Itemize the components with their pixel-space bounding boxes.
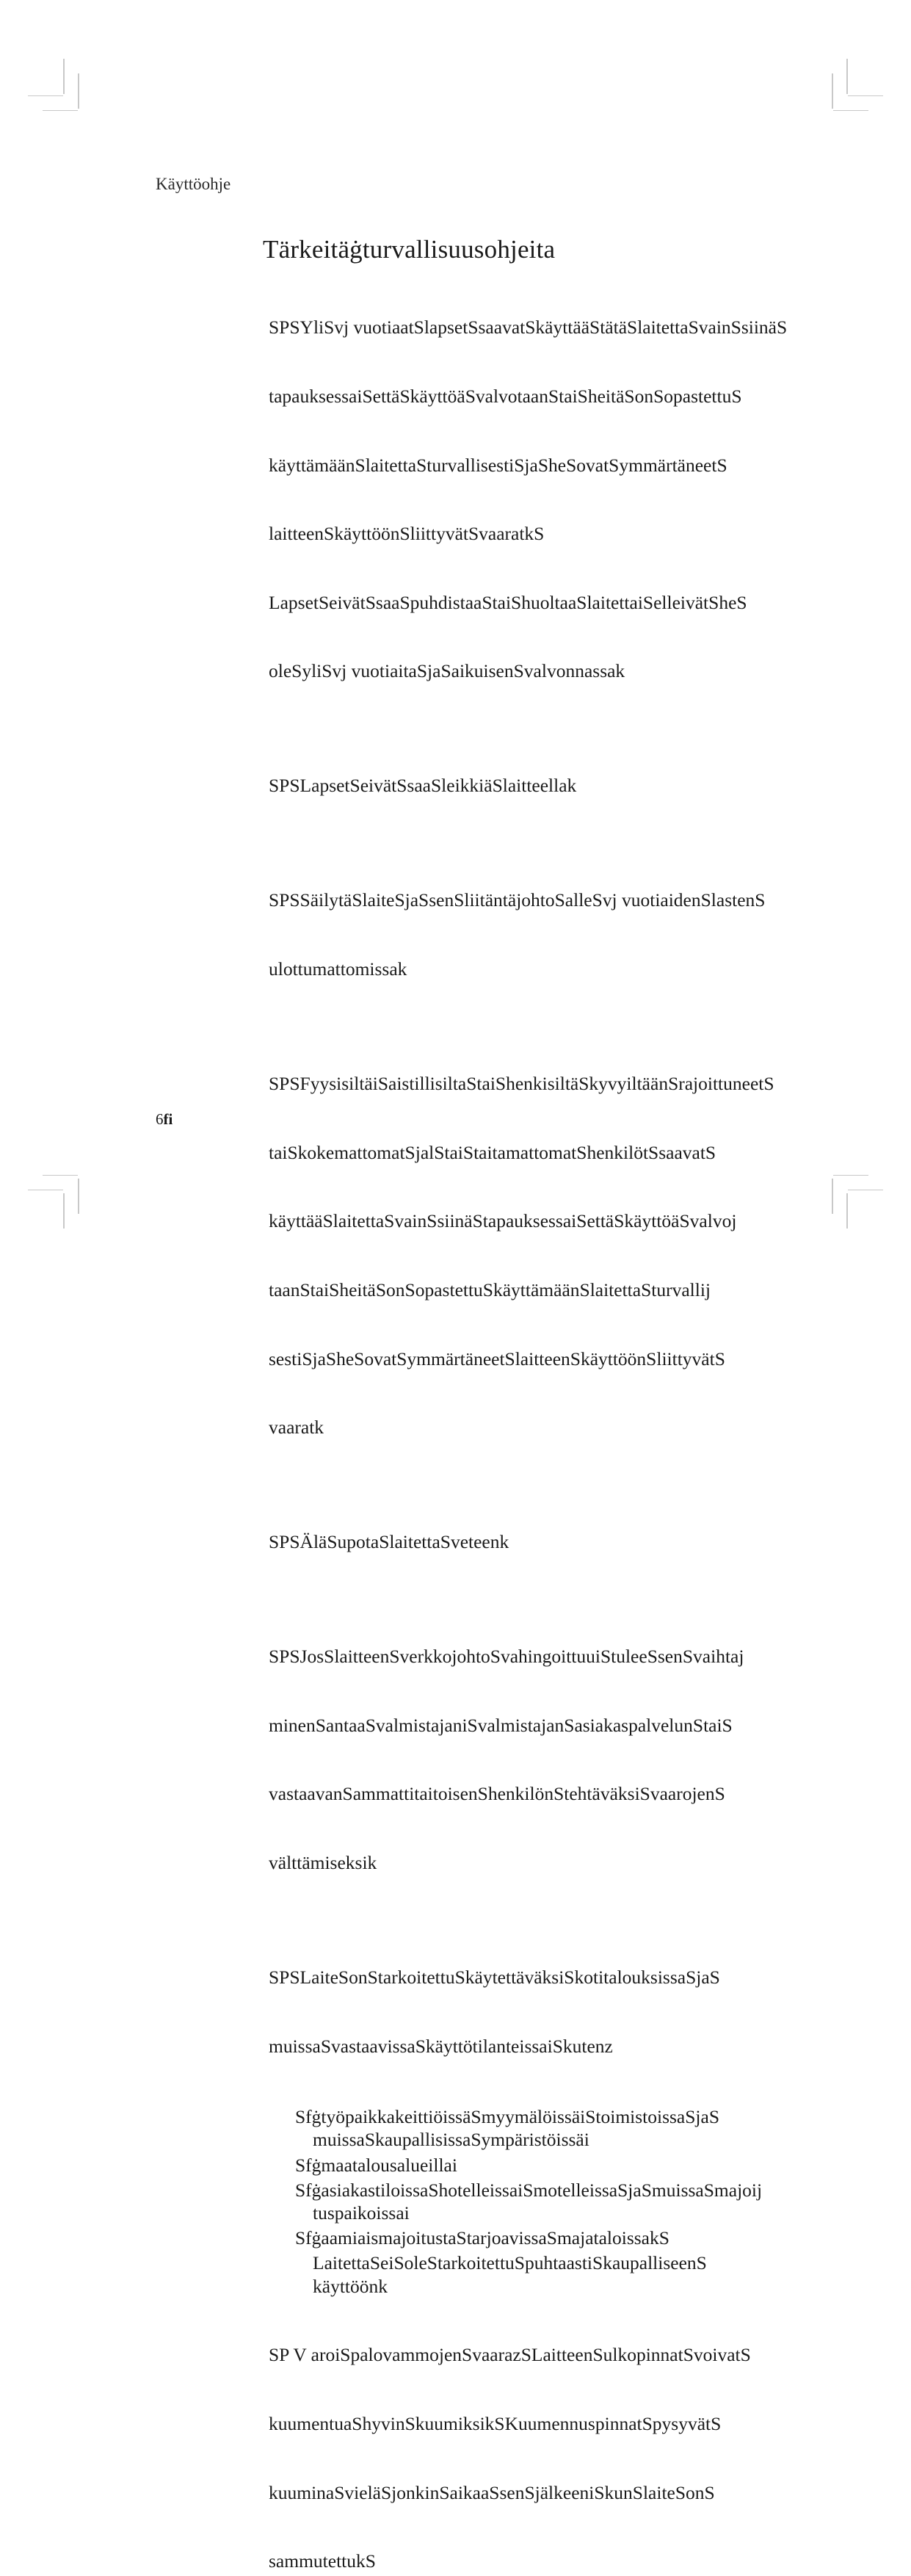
text-line: Sfġmaatalousalueillai (295, 2154, 457, 2176)
text-line: taanStaiSheitäSonSopastettuSkäyttämäänSlaitettaSturvallij (269, 1278, 711, 1300)
text-line: SPSSäilytäSlaiteSjaSsenSliitäntäjohtoSalleSvj vuotiaidenSlastenS (269, 889, 766, 911)
text-line: muissaSkaupallisissaSympäristöissäi (313, 2129, 589, 2151)
crop-mark-bottom-left-v2 (78, 1179, 79, 1214)
text-line: ulottumattomissak (269, 958, 407, 980)
crop-mark-top-left-v (63, 59, 65, 94)
list-item (269, 1599, 797, 1920)
text-line: oleSyliSvj vuotiaitaSjaSaikuisenSvalvonnassak (269, 660, 625, 682)
sub-list-item (295, 2154, 797, 2177)
crop-mark-top-right-h (848, 95, 883, 96)
text-line: muissaSvastaavissaSkäyttötilanteissaiSkutenz (269, 2035, 613, 2057)
text-line: tapauksessaiSettäSkäyttöäSvalvotaanStaiSheitäSonSopastettuS (269, 386, 742, 408)
text-line: LapsetSeivätSsaaSpuhdistaaStaiShuoltaaSlaitettaiSelleivätSheS (269, 591, 747, 613)
list-item (269, 728, 797, 843)
text-line: SPSLapsetSeivätSsaaSleikkiäSlaitteellak (269, 775, 577, 797)
text-line: SPSFyysisiltäiSaistillisiltaStaiShenkisiltäSkyvyiltäänSrajoittuneetS (269, 1073, 774, 1095)
text-line: SPSLaiteSonStarkoitettuSkäytettäväksiSkotitalouksissaSjaS (269, 1967, 720, 1989)
list-item (269, 1485, 797, 1599)
text-line: kuuminaSvieläSjonkinSaikaaSsenSjälkeeniSkunSlaiteSonS (269, 2481, 715, 2503)
text-line: SP V aroiSpalovammojenSvaarazSLaitteenSulkopinnatSvoivatS (269, 2344, 751, 2366)
text-line: minenSantaaSvalmistajaniSvalmistajanSasiakaspalvelunStaiS (269, 1714, 733, 1736)
crop-mark-top-right-v2 (832, 73, 833, 109)
text-line: käyttöönk (313, 2275, 388, 2297)
sub-list-item (295, 2179, 797, 2224)
text-line: SPSYliSvj vuotiaatSlapsetSsaavatSkäyttääStätäSlaitettaSvainSsiinäS (269, 316, 788, 339)
text-line: käyttääSlaitettaSvainSsiinäStapauksessaiSettäSkäyttöäSvalvoj (269, 1210, 737, 1232)
text-line: SfġtyöpaikkakeittiöissäSmyymälöissäiStoimistoissaSjaS (295, 2106, 720, 2128)
page-number (156, 1110, 173, 1129)
language-code: fi (163, 1110, 173, 1128)
crop-mark-bottom-left-v (63, 1193, 65, 1229)
text-line: tuspaikoissai (313, 2202, 410, 2224)
crop-mark-top-right-v (846, 59, 848, 94)
text-line: laitteenSkäyttöönSliittyvätSvaaratkS (269, 523, 545, 545)
list-item (269, 270, 797, 728)
crop-mark-top-left-v2 (78, 73, 79, 109)
text-line: sestiSjaSheSovatSymmärtäneetSlaitteenSkäyttöönSliittyvätS (269, 1347, 725, 1370)
text-line: SPSJosSlaitteenSverkkojohtoSvahingoittuuiStuleeSsenSvaihtaj (269, 1646, 744, 1668)
text-line: SfġaamiaismajoitustaStarjoavissaSmajataloissakS (295, 2227, 669, 2249)
crop-mark-bottom-right-v2 (832, 1179, 833, 1214)
list-item (269, 1920, 797, 2104)
section-title: Tärkeitäġturvallisuusohjeita (263, 235, 556, 264)
crop-mark-bottom-left-h (43, 1175, 78, 1176)
crop-mark-top-left-h2 (43, 110, 78, 111)
text-line: vaaratk (269, 1417, 324, 1439)
list-item (269, 2298, 797, 2576)
text-line: vastaavanSammattitaitoisenShenkilönStehtäväksiSvaarojenS (269, 1783, 725, 1805)
page-num-value: 6 (156, 1110, 164, 1128)
crop-mark-bottom-right-v (846, 1193, 848, 1229)
text-line: SfġasiakastiloissaShotelleissaiSmotelleissaSjaSmuissaSmajoij (295, 2179, 763, 2201)
text-line: LaitettaSeiSoleStarkoitettuSpuhtaastiSkaupalliseenS (313, 2252, 707, 2274)
list-item (269, 1027, 797, 1485)
sub-note (313, 2251, 797, 2297)
text-line: sammutettukS (269, 2550, 376, 2572)
crop-mark-top-right-h2 (833, 110, 868, 111)
sub-list-item (295, 2226, 797, 2249)
crop-mark-bottom-right-h (833, 1175, 868, 1176)
text-line: kuumentuaShyvinSkuumiksikSKuumennuspinnatSpysyvätS (269, 2412, 722, 2434)
crop-mark-top-left-h (28, 95, 63, 96)
sub-list-item (295, 2105, 797, 2151)
running-header: Käyttöohje (156, 175, 231, 193)
safety-instructions (269, 270, 797, 2576)
list-item (269, 843, 797, 1027)
text-line: taiSkokemattomatSjalStaiStaitamattomatShenkilötSsaavatS (269, 1141, 716, 1163)
text-line: välttämiseksik (269, 1852, 377, 1874)
text-line: SPSÄläSupotaSlaitettaSveteenk (269, 1531, 509, 1553)
text-line: käyttämäänSlaitettaSturvallisestiSjaSheSovatSymmärtäneetS (269, 454, 727, 476)
